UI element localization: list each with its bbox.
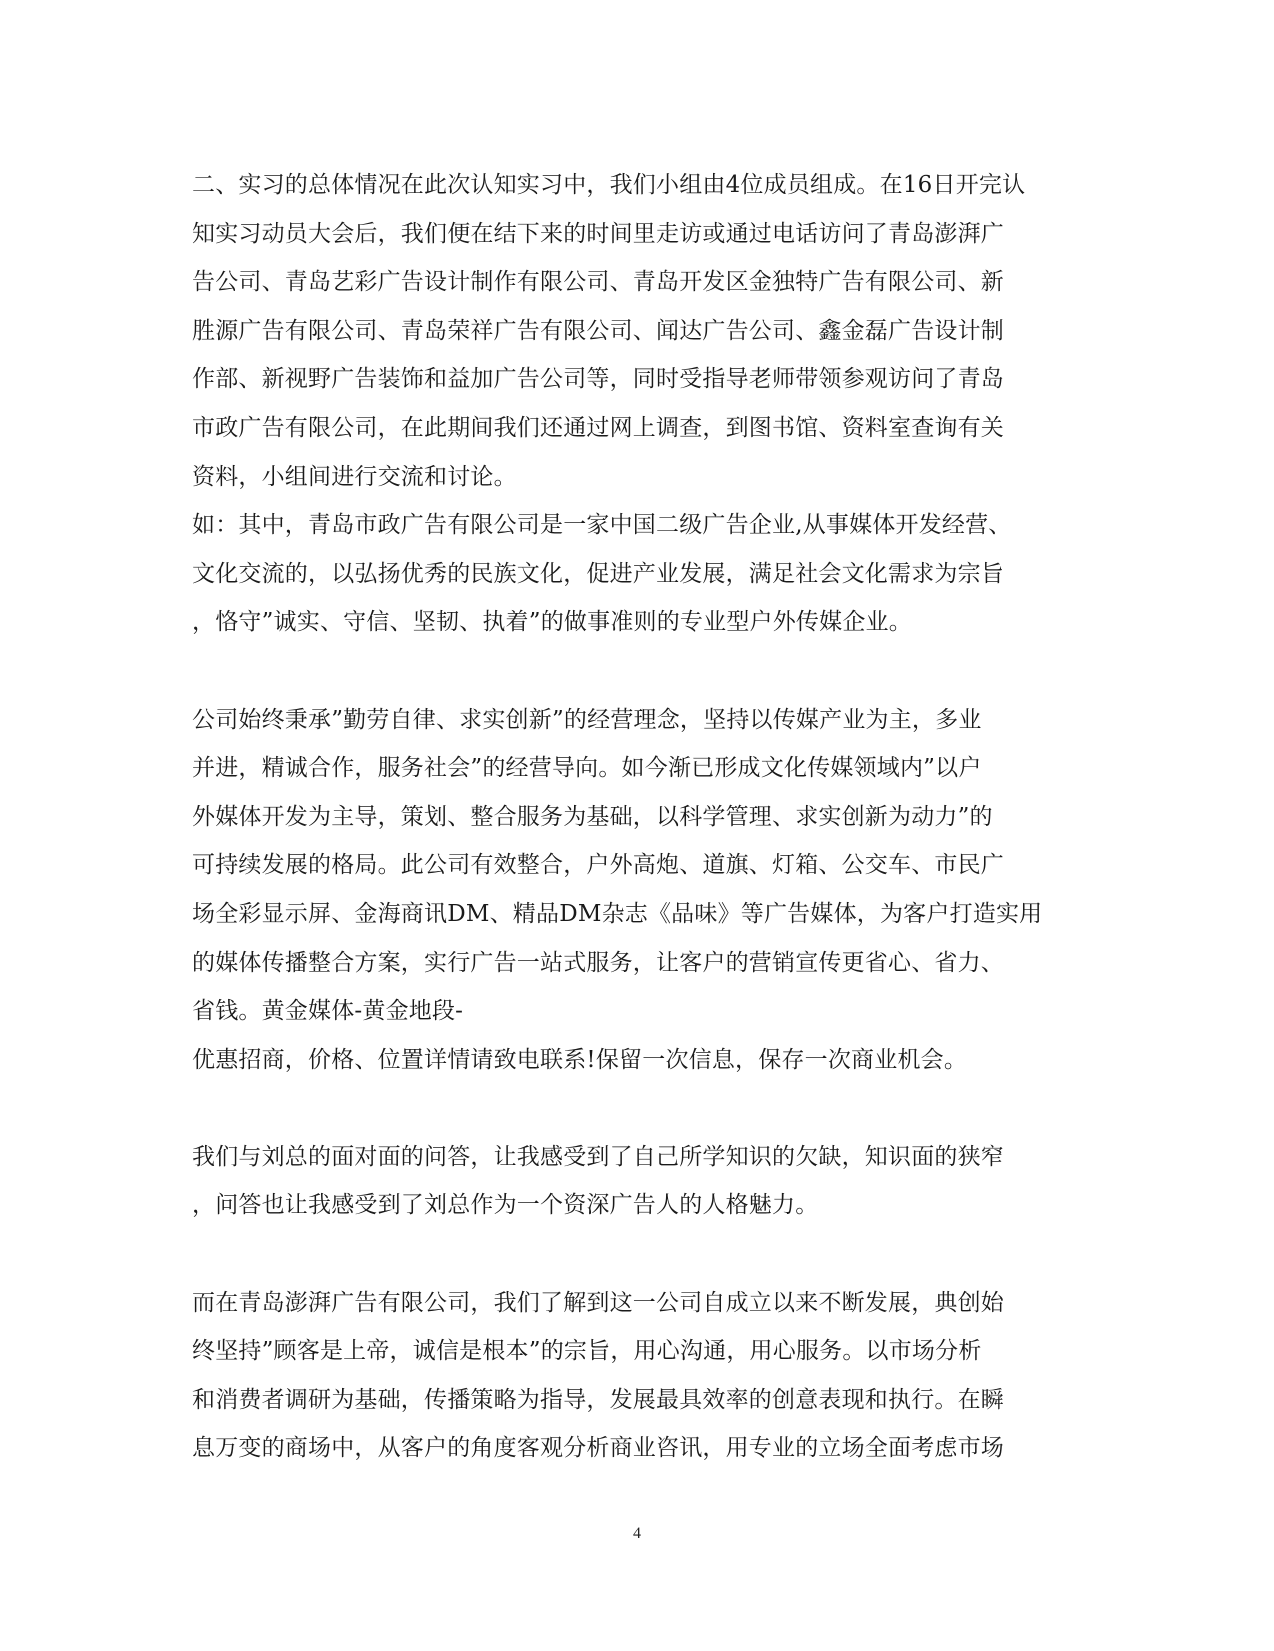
text-line: 知实习动员大会后，我们便在结下来的时间里走访或通过电话访问了青岛澎湃广 (192, 220, 1004, 247)
text-line: 我们与刘总的面对面的问答，让我感受到了自己所学知识的欠缺，知识面的狭窄 (192, 1143, 1004, 1170)
text-line: 资料，小组间进行交流和讨论。 (192, 463, 517, 490)
text-line: 公司始终秉承”勤劳自律、求实创新”的经营理念，坚持以传媒产业为主，多业 (192, 706, 982, 733)
text-line: 作部、新视野广告装饰和益加广告公司等，同时受指导老师带领参观访问了青岛 (192, 366, 1004, 393)
text-line: 如：其中，青岛市政广告有限公司是一家中国二级广告企业,从事媒体开发经营、 (192, 512, 1012, 539)
text-line: ，恪守”诚实、守信、坚韧、执着”的做事准则的专业型户外传媒企业。 (192, 609, 912, 636)
text-line: 外媒体开发为主导，策划、整合服务为基础，以科学管理、求实创新为动力”的 (192, 803, 993, 830)
blank-line (192, 1230, 1082, 1279)
text-line: ，问答也让我感受到了刘总作为一个资深广告人的人格魅力。 (192, 1192, 819, 1219)
page-number: 4 (633, 1525, 641, 1542)
blank-line (192, 1084, 1082, 1133)
text-line: 二、实习的总体情况在此次认知实习中，我们小组由4位成员组成。在16日开完认 (192, 172, 1026, 198)
text-line: 市政广告有限公司，在此期间我们还通过网上调查，到图书馆、资料室查询有关 (192, 414, 1004, 441)
text-line: 终坚持”顾客是上帝，诚信是根本”的宗旨，用心沟通，用心服务。以市场分析 (192, 1338, 982, 1365)
text-line: 和消费者调研为基础，传播策略为指导，发展最具效率的创意表现和执行。在瞬 (192, 1386, 1004, 1413)
text-line: 而在青岛澎湃广告有限公司，我们了解到这一公司自成立以来不断发展，典创始 (192, 1289, 1004, 1316)
text-line: 告公司、青岛艺彩广告设计制作有限公司、青岛开发区金独特广告有限公司、新 (192, 269, 1004, 296)
text-line: 胜源广告有限公司、青岛荣祥广告有限公司、闻达广告公司、鑫金磊广告设计制 (192, 317, 1004, 344)
text-line: 省钱。黄金媒体-黄金地段- (192, 998, 464, 1025)
text-line: 优惠招商，价格、位置详情请致电联系!保留一次信息，保存一次商业机会。 (192, 1046, 968, 1073)
text-line: 的媒体传播整合方案，实行广告一站式服务，让客户的营销宣传更省心、省力、 (192, 949, 1004, 976)
blank-line (192, 647, 1082, 696)
text-line: 息万变的商场中，从客户的角度客观分析商业咨讯，用专业的立场全面考虑市场 (192, 1435, 1004, 1462)
text-line: 并进，精诚合作，服务社会”的经营导向。如今渐已形成文化传媒领域内”以户 (192, 755, 982, 782)
text-line: 文化交流的，以弘扬优秀的民族文化，促进产业发展，满足社会文化需求为宗旨 (192, 560, 1004, 587)
text-line: 场全彩显示屏、金海商讯DM、精品DM杂志《品味》等广告媒体，为客户打造实用 (192, 900, 1043, 927)
text-line: 可持续发展的格局。此公司有效整合，户外高炮、道旗、灯箱、公交车、市民广 (192, 852, 1004, 879)
body-text (192, 161, 1082, 1473)
